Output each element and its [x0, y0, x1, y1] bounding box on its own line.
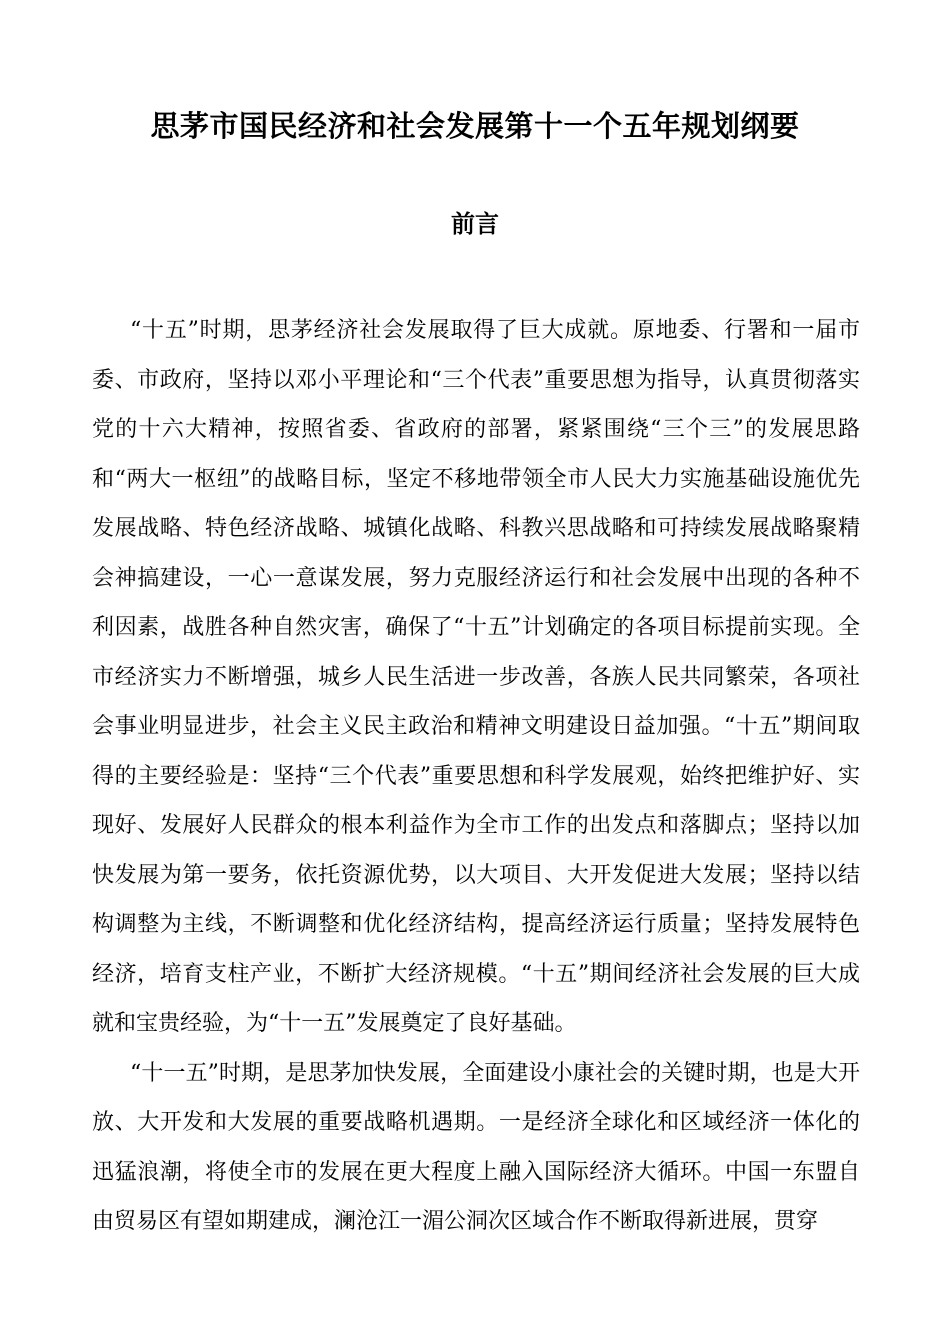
paragraph-2: “十一五”时期，是思茅加快发展，全面建设小康社会的关键时期，也是大开放、大开发和大发展的重要战略机遇期。一是经济全球化和区域经济一体化的迅猛浪潮，将使全市的发展在更大程度上融入国际经济大循环。中国一东盟自由贸易区有望如期建成，澜沧江一湄公洞次区域合作不断取得新进展，贯穿 — [92, 1060, 860, 1234]
paragraph-1: “十五”时期，思茅经济社会发展取得了巨大成就。原地委、行署和一届市委、市政府，坚持以邓小平理论和“三个代表”重要思想为指导，认真贯彻落实党的十六大精神，按照省委、省政府的部署，紧紧围绕“三个三”的发展思路和“两大一枢纽”的战略目标，坚定不移地带领全市人民大力实施基础设施优先发展战略、特色经济战略、城镇化战略、科教兴思战略和可持续发展战略聚精会神搞建设，一心一意谋发展，努力克服经济运行和社会发展中出现的各种不利因素，战胜各种自然灾害，确保了“十五”计划确定的各项目标提前实现。全市经济实力不断增强，城乡人民生活进一步改善，各族人民共同繁荣，各项社会事业明显进步，社会主义民主政治和精神文明建设日益加强。“十五”期间取得的主要经验是：坚持“三个代表”重要思想和科学发展观，始终把维护好、实现好、发展好人民群众的根本利益作为全市工作的出发点和落脚点；坚持以加快发展为第一要务，依托资源优势，以大项目、大开发促进大发展；坚持以结构调整为主线，不断调整和优化经济结构，提高经济运行质量；坚持发展特色经济，培育支柱产业，不断扩大经济规模。“十五”期间经济社会发展的巨大成就和宝贵经验，为“十一五”发展奠定了良好基础。 — [92, 318, 860, 1036]
document-title: 思茅市国民经济和社会发展第十一个五年规划纲要 — [150, 109, 800, 143]
section-heading: 前言 — [451, 209, 499, 238]
body-text — [92, 306, 860, 1247]
